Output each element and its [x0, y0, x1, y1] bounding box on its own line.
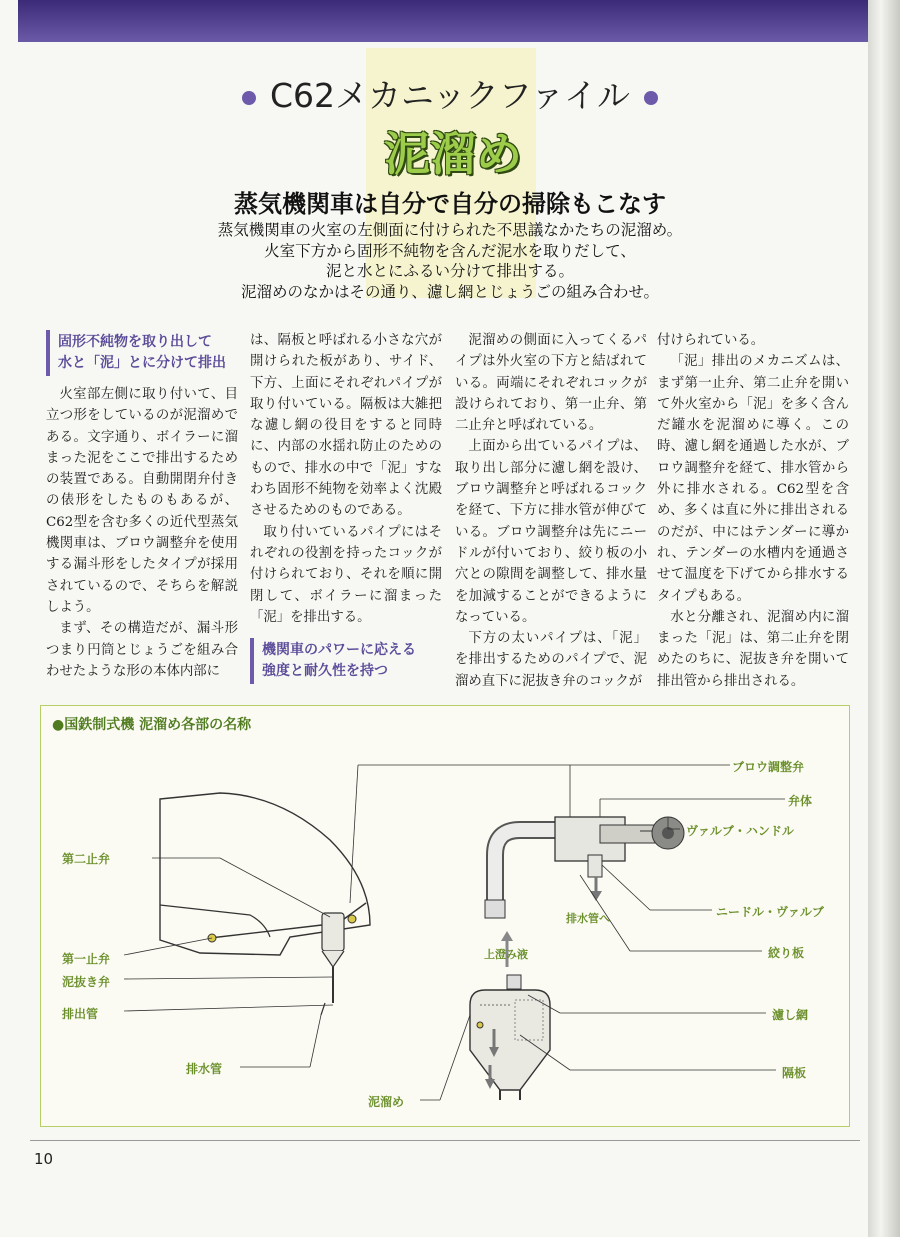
label-haisui-kan: 排水管 — [186, 1062, 223, 1076]
leader-lines — [124, 765, 785, 1100]
page-number: 10 — [34, 1150, 54, 1168]
firebox-edge — [160, 905, 270, 937]
label-blow-ben: ブロウ調整弁 — [732, 760, 805, 774]
body-paragraph: 付けられている。 — [657, 333, 765, 348]
label-shibori-ita: 絞り板 — [768, 946, 805, 960]
section-heading — [250, 638, 442, 684]
lead-paragraph — [150, 220, 750, 302]
heading-line: 機関車のパワーに応える — [262, 642, 416, 659]
subtitle: 蒸気機関車は自分で自分の掃除もこなす — [234, 190, 666, 218]
body-paragraph: 取り付いているパイプにはそれぞれの役割を持ったコックが付けられており、それを順に開閉して、ボイラーに溜まった「泥」を排出する。 — [250, 524, 442, 625]
body-paragraph: 泥溜めの側面に入ってくるパイプは外火室の下方と結ばれている。両端にそれぞれコックが設けられており、第一止弁、第二止弁と呼ばれている。 — [455, 333, 647, 434]
text-column-3 — [455, 330, 647, 692]
lead-line: 蒸気機関車の火室の左側面に付けられた不思議なかたちの泥溜め。 — [217, 221, 683, 239]
body-paragraph: 火室部左側に取り付いて、目立つ形をしているのが泥溜めである。文字通り、ボイラーに溜まった泥をここで排出するための装置である。自動開閉弁付きの俵形をしたものもあるが、C62型を含む多くの近代型蒸気機関車は、ブロウ調整弁を使用する漏斗形をしたタイプが採用されているので、そちらを解説しよう。 — [46, 387, 238, 615]
text-column-1 — [46, 330, 238, 682]
top-color-band — [18, 0, 868, 42]
label-dai2-shiben: 第二止弁 — [62, 852, 111, 866]
label-valve-handle: ヴァルブ・ハンドル — [686, 824, 794, 838]
bullet-dot-icon — [242, 91, 256, 105]
text-column-4 — [657, 330, 849, 692]
text-column-2 — [250, 330, 442, 692]
section-heading — [46, 330, 238, 376]
body-paragraph: は、隔板と呼ばれる小さな穴が開けられた板があり、サイド、下方、上面にそれぞれパイプが取り付いている。隔板は大雑把な濾し網の役目をすると同時に、内部の水揺れ防止のためのもので、排水の中で「泥」すなわち固形不純物を効率よく沈殿させるためのものである。 — [250, 333, 442, 519]
label-uwazumi: 上澄み液 — [484, 948, 528, 961]
body-paragraph: 「泥」排出のメカニズムは、まず第一止弁、第二止弁を開いて外火室から「泥」を多く含んだ罐水を泥溜めに導く。この時、濾し網を通過した水が、ブロウ調整弁を経て、排水管から外に排水される。C62型を含め、多くは直に外に排出されるのだが、中にはテンダーに導かれ、テンダーの水槽内を通過させて温度を下げてから排水するタイプもある。 — [657, 354, 849, 604]
label-dai1-shiben: 第一止弁 — [62, 952, 111, 966]
lead-line: 泥溜めのなかはその通り、濾し網とじょうごの組み合わせ。 — [240, 282, 660, 301]
lead-line: 火室下方から固形不純物を含んだ泥水を取りだして、 — [264, 241, 636, 260]
body-paragraph: 上面から出ているパイプは、取り出し部分に濾し網を設け、ブロウ調整弁と呼ばれるコックを経て、下方に排水管が伸びている。ブロウ調整弁は先にニードルが付いており、絞り板の小穴との隙間を調整して、排水量を加減することができるようになっている。 — [455, 439, 647, 625]
label-needle-valve: ニードル・ヴァルブ — [716, 905, 824, 919]
series-title: C62メカニックファイル — [269, 76, 631, 115]
topic-title: 泥溜め — [384, 127, 522, 181]
arrow-head-icon — [501, 931, 513, 941]
label-bentai: 弁体 — [788, 794, 813, 808]
body-paragraph: まず、その構造だが、漏斗形つまり円筒とじょうごを組み合わせたような形の本体内部に — [46, 621, 238, 679]
label-haisuikan-he: 排水管へ — [566, 912, 610, 925]
label-kakuban: 隔板 — [782, 1066, 807, 1080]
diagram-title: ●国鉄制式機 泥溜め各部の名称 — [52, 717, 252, 733]
label-haishutsu-kan: 排出管 — [62, 1007, 99, 1021]
heading-line: 強度と耐久性を持つ — [262, 663, 388, 680]
blow-valve-enlarged — [485, 817, 684, 918]
body-paragraph: 水と分離され、泥溜め内に溜まった「泥」は、第二止弁を閉めたのちに、泥抜き弁を開いて排出管から排出される。 — [657, 609, 849, 689]
label-doronuki-ben: 泥抜き弁 — [62, 975, 111, 989]
lead-line: 泥と水とにふるい分けて排出する。 — [325, 262, 574, 280]
heading-line: 水と「泥」とに分けて排出 — [58, 355, 226, 371]
mud-drum-small — [208, 903, 366, 1015]
bullet-dot-icon — [644, 91, 658, 105]
footer-rule — [30, 1140, 860, 1141]
label-koshi-ami: 濾し網 — [772, 1008, 809, 1022]
label-dorodame: 泥溜め — [368, 1095, 405, 1109]
body-paragraph: 下方の太いパイプは、「泥」を排出するためのパイプで、泥溜め直下に泥抜き弁のコックが — [455, 631, 647, 689]
series-title-row — [0, 70, 900, 114]
mud-drum-enlarged — [470, 975, 550, 1100]
heading-line: 固形不純物を取り出して — [58, 334, 212, 350]
